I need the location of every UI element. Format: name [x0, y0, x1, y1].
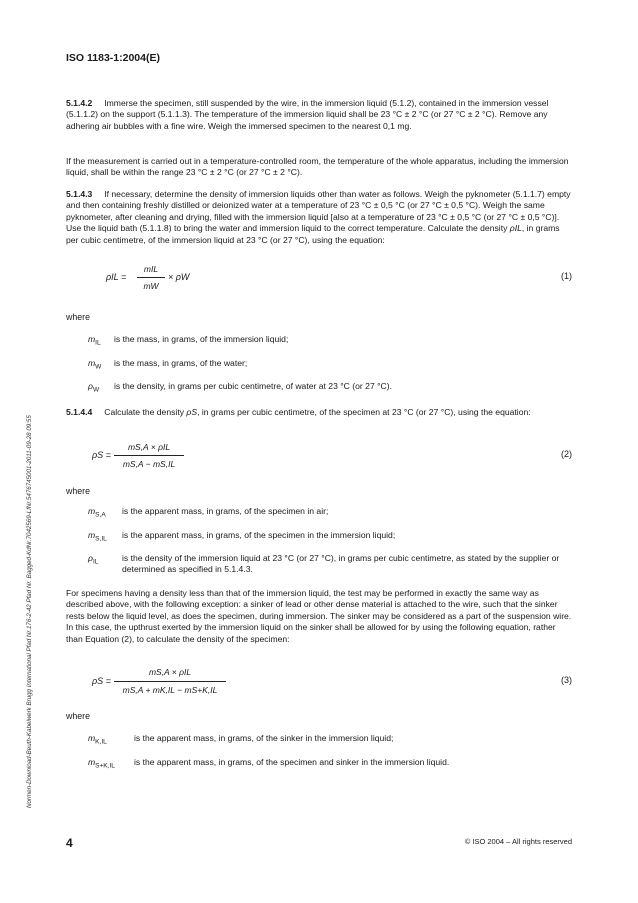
- paragraph-5-1-4-2: [66, 98, 572, 132]
- paragraph-5-1-4-3: [66, 189, 572, 246]
- equation-numerator: mIL: [143, 264, 159, 274]
- fraction-bar: [114, 455, 184, 456]
- rho-il-symbol: ρIL: [509, 223, 522, 234]
- clause-number: 5.1.4.3: [66, 189, 93, 199]
- fraction-bar: [114, 681, 226, 682]
- paragraph-text: , in grams per cubic centimetre, of the specimen at 23 °C (or 27 °C), using the equation:: [197, 407, 531, 417]
- equation-number: (1): [561, 271, 572, 281]
- clause-number: 5.1.4.4: [66, 407, 93, 417]
- definition-m-skil: $m_{S+K,IL}$ is the apparent mass, in grams, of the specimen and sinker in the immersion liquid.: [88, 757, 450, 770]
- equation-number: (3): [561, 675, 572, 685]
- paragraph-low-density: [66, 588, 572, 645]
- copyright-notice: © ISO 2004 – All rights reserved: [464, 837, 572, 846]
- equation-lhs: ρS =: [92, 676, 111, 686]
- where-label: where: [66, 711, 90, 721]
- paragraph-text: Immerse the specimen, still suspended by the wire, in the immersion liquid (5.1.2), contained in the immersion vessel (5.1.1.2) on the support (5.1.1.3). The temperature of the immersion liquid shall be 23 °C ± 2 °C (or 27 °C ± 2 °C). Remove any adhering air bubbles with a fine wire. Weigh the immersed specimen to the nearest 0,1 mg.: [66, 98, 549, 131]
- fraction-bar: [137, 277, 165, 278]
- paragraph-temperature-room: [66, 156, 572, 179]
- page-number: 4: [66, 836, 73, 850]
- definition-m-il: $m_{IL}$ is the mass, in grams, of the immersion liquid;: [88, 334, 289, 347]
- paragraph-5-1-4-4: [66, 407, 572, 418]
- definition-rho-w: $\rho_W$ is the density, in grams per cubic centimetre, of water at 23 °C (or 27 °C).: [88, 381, 393, 394]
- definition-m-sa: $m_{S,A}$ is the apparent mass, in grams, of the specimen in air;: [88, 506, 329, 519]
- equation-lhs: ρS =: [92, 450, 111, 460]
- document-header: ISO 1183-1:2004(E): [66, 52, 160, 64]
- where-label: where: [66, 312, 90, 322]
- definition-rho-il: $\rho_{IL}$ is the density of the immersion liquid at 23 °C (or 27 °C), in grams per cubic centimetre, as stated by the supplier or determined as specified in 5.1.4.3.: [88, 553, 560, 575]
- where-label: where: [66, 486, 90, 496]
- rho-s-symbol: ρS: [186, 407, 198, 417]
- definition-m-sil: $m_{S,IL}$ is the apparent mass, in grams, of the specimen in the immersion liquid;: [88, 530, 396, 543]
- paragraph-text: , in grams per cubic centimetre, of the immersion liquid at 23 °C (or 27 °C), using the equation:: [66, 223, 560, 245]
- equation-rhs: × ρW: [168, 272, 190, 282]
- paragraph-text: Calculate the density: [104, 407, 187, 417]
- equation-number: (2): [561, 449, 572, 459]
- equation-numerator: mS,A × ρIL: [148, 667, 192, 677]
- equation-lhs: ρIL =: [106, 272, 127, 282]
- equation-denominator: mS,A − mS,IL: [122, 459, 176, 469]
- clause-number: 5.1.4.2: [66, 98, 93, 108]
- equation-denominator: mW: [143, 281, 159, 291]
- definition-m-w: $m_W$ is the mass, in grams, of the water;: [88, 358, 248, 371]
- definition-m-kil: $m_{K,IL}$ is the apparent mass, in grams, of the sinker in the immersion liquid;: [88, 733, 394, 746]
- paragraph-text: For specimens having a density less than that of the immersion liquid, the test may be performed in exactly the same way as described above, with the following exception: a sinker of lead or other dense material is attached to the wire, such that the sinker rests below the liquid level, as does the specimen, during immersion. The sinker may be considered as a part of the suspension wire. In this case, the upthrust exerted by the immersion liquid on the sinker shall be allowed for by using the following equation, rather than Equation (2), to calculate the density of the specimen:: [66, 588, 572, 644]
- equation-numerator: mS,A × ρIL: [127, 442, 171, 452]
- paragraph-text: If necessary, determine the density of immersion liquids other than water as follows. Weigh the pyknometer (5.1.1.7) empty and then containing freshly distilled or deionized water at a temperature of 23 °C ± 0,5 °C (or 27 °C ± 0,5 °C). Weigh the same pyknometer, after cleaning and drying, filled with the immersion liquid [also at a temperature of 23 °C ± 0,5 °C (or 27 °C ± 0,5 °C)]. Use the liquid bath (5.1.1.8) to bring the water and immersion liquid to the correct temperature. Calculate the density: [66, 189, 571, 234]
- download-watermark: Normen-Download-Beuth-Kabelwerk Brugg International Pfad Nr.176-2-42 Pfad Nr. Bagged-KdNr.7042569-LfNr.5476745001-2011-09-28 09:55: [26, 415, 33, 808]
- paragraph-text: If the measurement is carried out in a temperature-controlled room, the temperature of the whole apparatus, including the immersion liquid, shall be within the range 23 °C ± 2 °C (or 27 °C ± 2 °C).: [66, 156, 569, 178]
- equation-denominator: mS,A + mK,IL − mS+K,IL: [122, 685, 218, 695]
